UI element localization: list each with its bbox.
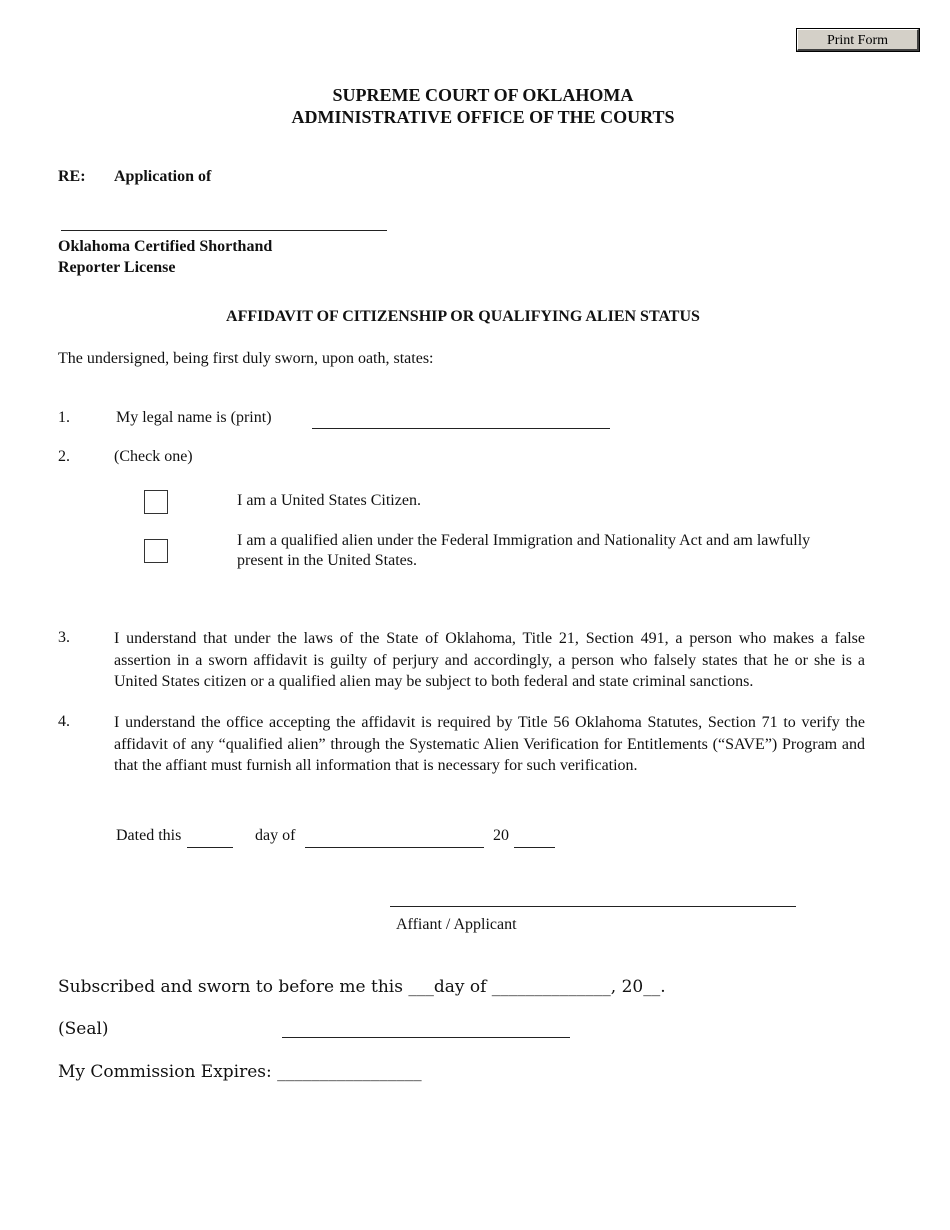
- legal-name-field[interactable]: [312, 410, 610, 429]
- save-verification-statement: I understand the office accepting the affidavit is required by Title 56 Oklahoma Statutes, Section 71 to verify the affidavit of any “qualified alien” through the Systematic Alien Verification for Entitlements (“SAVE”) Program and that the affiant must furnish all information that is necessary for such verification.: [114, 714, 865, 774]
- perjury-statement: I understand that under the laws of the State of Oklahoma, Title 21, Section 491, a person who makes a false assertion in a sworn affidavit is guilty of perjury and accordingly, a person who falsely states that he or she is a United States citizen or a qualified alien may be subject to both federal and state criminal sanctions.: [114, 630, 865, 690]
- item1-number: 1.: [58, 409, 70, 426]
- us-citizen-checkbox[interactable]: [144, 490, 168, 514]
- print-form-button[interactable]: Print Form: [797, 29, 919, 51]
- office-name-heading: ADMINISTRATIVE OFFICE OF THE COURTS: [291, 107, 675, 127]
- affiant-signature-line[interactable]: [390, 906, 796, 907]
- seal-label: (Seal): [58, 1019, 109, 1039]
- applicant-name-field[interactable]: [61, 212, 387, 231]
- year-prefix-label: 20: [493, 827, 509, 844]
- intro-statement: The undersigned, being first duly sworn, upon oath, states:: [58, 350, 434, 367]
- subscribed-sworn-statement: Subscribed and sworn to before me this ___day of ______________, 20__.: [58, 977, 666, 997]
- dated-day-field[interactable]: [187, 829, 233, 848]
- dated-this-label: Dated this: [116, 827, 182, 844]
- us-citizen-option-label: I am a United States Citizen.: [237, 492, 421, 509]
- qualified-alien-checkbox[interactable]: [144, 539, 168, 563]
- qualified-alien-option-label: I am a qualified alien under the Federal Immigration and Nationality Act and am lawfully present in the United States.: [237, 532, 811, 569]
- license-type-line1: Oklahoma Certified Shorthand: [58, 238, 273, 255]
- affiant-applicant-label: Affiant / Applicant: [396, 916, 517, 933]
- affidavit-title: AFFIDAVIT OF CITIZENSHIP OR QUALIFYING ALIEN STATUS: [226, 308, 700, 325]
- application-of-label: Application of: [114, 168, 212, 185]
- item2-number: 2.: [58, 448, 70, 465]
- day-of-label: day of: [255, 827, 296, 844]
- commission-expires-statement: My Commission Expires: _________________: [58, 1062, 422, 1082]
- court-name-heading: SUPREME COURT OF OKLAHOMA: [332, 85, 634, 105]
- legal-name-label: My legal name is (print): [116, 409, 272, 426]
- notary-signature-line[interactable]: [282, 1037, 570, 1038]
- item4-number: 4.: [58, 713, 70, 730]
- re-label: RE:: [58, 168, 86, 185]
- license-type-line2: Reporter License: [58, 259, 176, 276]
- dated-month-field[interactable]: [305, 829, 484, 848]
- check-one-label: (Check one): [114, 448, 193, 465]
- dated-year-field[interactable]: [514, 829, 555, 848]
- item3-number: 3.: [58, 629, 70, 646]
